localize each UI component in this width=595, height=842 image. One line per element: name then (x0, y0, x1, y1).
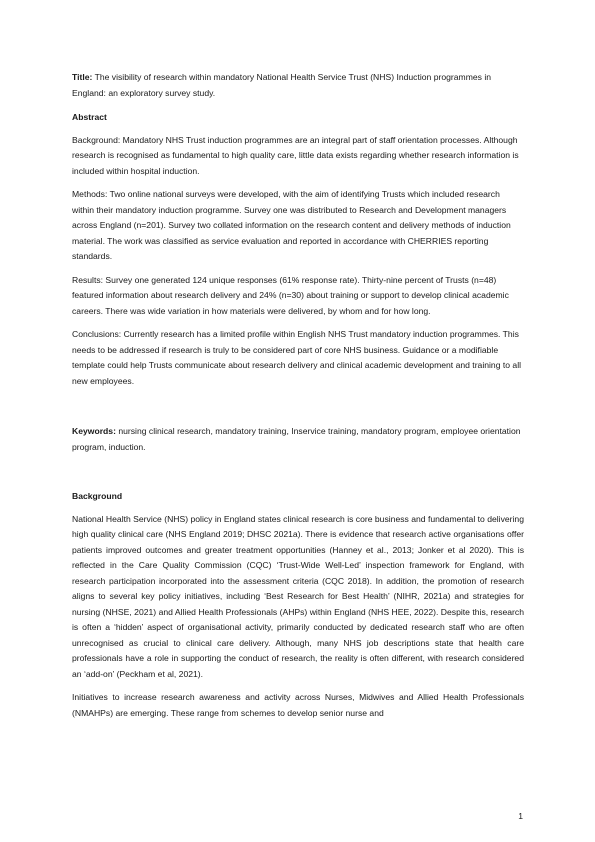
title-text: The visibility of research within mandatory National Health Service Trust (NHS) Induction programmes in England: an exploratory survey study. (72, 72, 492, 98)
abstract-heading: Abstract (72, 112, 107, 122)
keywords-label: Keywords: (72, 426, 116, 436)
background-paragraph-2: Initiatives to increase research awareness and activity across Nurses, Midwives and Allied Health Professionals (NMAHPs) are emerging. These range from schemes to develop senior nurse and (72, 692, 524, 718)
abstract-results: Results: Survey one generated 124 unique responses (61% response rate). Thirty-nine percent of Trusts (n=48) featured information about research delivery and 24% (n=30) about training or support to develop clinical academic careers. There was wide variation in how materials were delivered, by whom and for how long. (72, 274, 509, 316)
abstract-methods: Methods: Two online national surveys were developed, with the aim of identifying Trusts which included research within their mandatory induction programme. Survey one was distributed to Research and Development managers across England (n=201). Survey two collated information on the research content and delivery methods of induction material. The work was classified as service evaluation and reported in accordance with CHERRIES reporting standards. (72, 189, 511, 261)
spacer (72, 455, 524, 489)
background-heading: Background (72, 491, 123, 501)
document-page (72, 70, 524, 721)
keywords (72, 424, 524, 455)
paper-title (72, 70, 524, 101)
abstract-conclusions: Conclusions: Currently research has a limited profile within English NHS Trust mandatory induction programmes. This needs to be addressed if research is truly to be considered part of core NHS business. Guidance or a modifiable template could help Trusts communicate about research delivery and clinical academic development and training to all new employees. (72, 329, 522, 386)
spacer (72, 397, 524, 418)
page-number: 1 (518, 811, 523, 821)
keywords-text: nursing clinical research, mandatory training, Inservice training, mandatory program, employee orientation program, induction. (72, 426, 521, 452)
background-paragraph-1: National Health Service (NHS) policy in England states clinical research is core business and fundamental to delivering high quality clinical care (NHS England 2019; DHSC 2021a). There is evidence that research active organisations offer patients improved outcomes and greater treatment opportunities (Hanney et al., 2013; Jonker et al 2020). This is reflected in the Care Quality Commission (CQC) ‘Trust-Wide Well-Led’ inspection framework for England, with research participation incorporated into the assessment criteria (CQC 2018). In addition, the promotion of research aligns to several key policy initiatives, including ‘Best Research for Best Health’ (NIHR, 2021a) and strategies for nursing (NHSE, 2021) and Allied Health Professionals (AHPs) within England (NHS HEE, 2022). Despite this, research is often a ‘hidden’ aspect of organisational activity, primarily conducted by dedicated research staff who are often unrecognised as crucial to clinical care delivery. Although, many NHS job descriptions state that health care professionals have a role in supporting the conduct of research, the reality is often different, with research considered an ‘add-on’ (Peckham et al, 2021). (72, 513, 524, 679)
abstract-background: Background: Mandatory NHS Trust induction programmes are an integral part of staff orientation processes. Although research is recognised as fundamental to high quality care, little data exists regarding whether research information is included within hospital induction. (72, 134, 519, 176)
title-label: Title: (72, 72, 93, 82)
